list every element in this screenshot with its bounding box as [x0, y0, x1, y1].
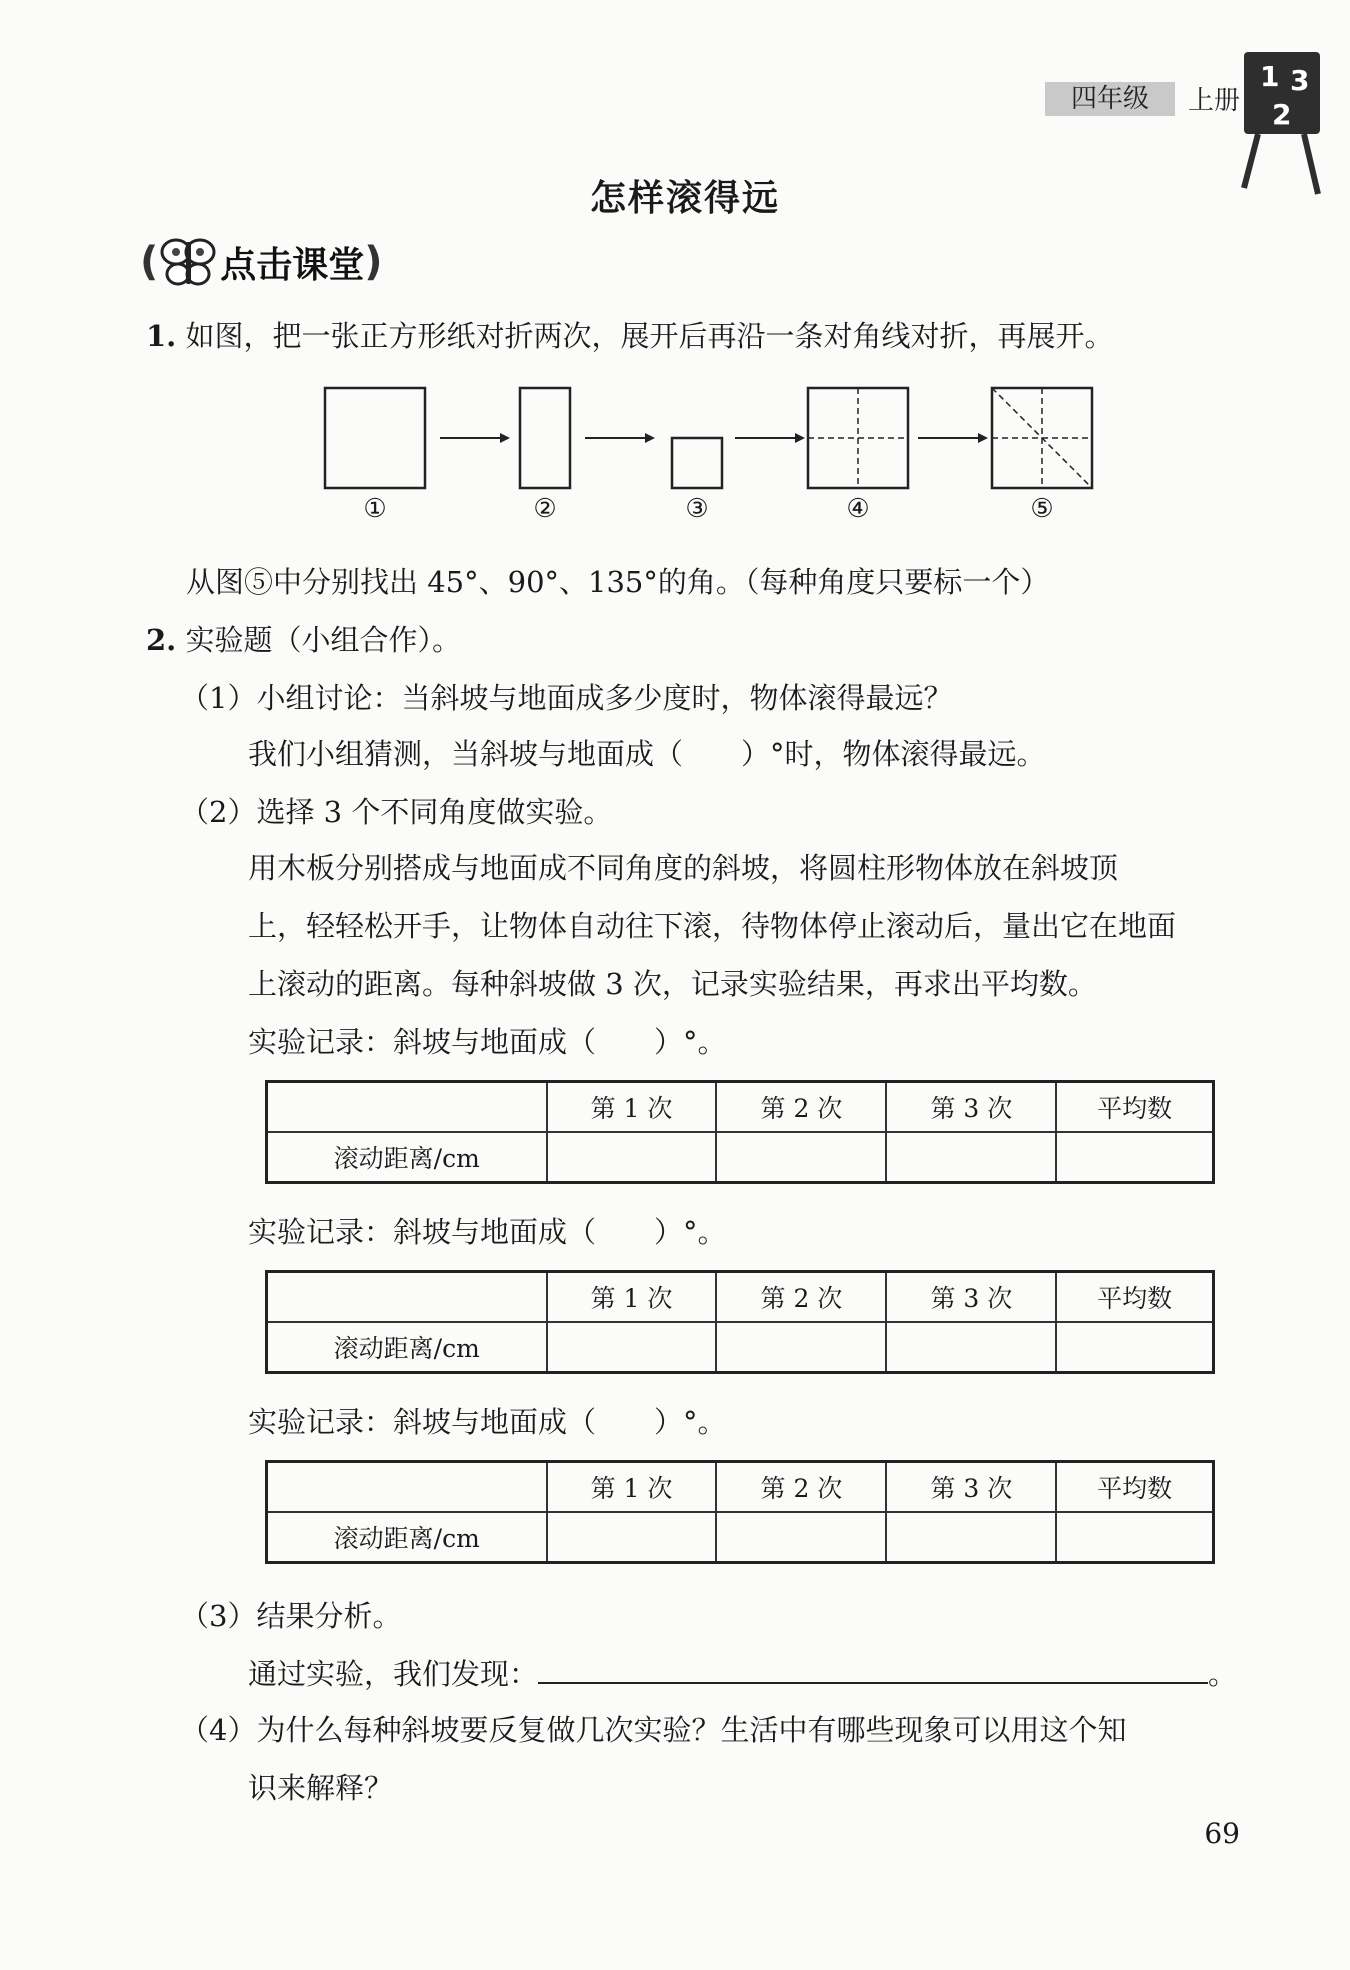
- table-header-cell: 第 3 次: [886, 1462, 1056, 1513]
- table-header-cell: 平均数: [1056, 1272, 1213, 1323]
- volume-label: 上册: [1188, 86, 1241, 116]
- table-header-row: [267, 1272, 1214, 1323]
- part-2-line-2: 上，轻轻松开手，让物体自动往下滚，待物体停止滚动后，量出它在地面: [248, 909, 1177, 943]
- banner-right-bracket-icon: ): [364, 239, 383, 285]
- table-header-row: [267, 1082, 1214, 1133]
- question-1: [146, 316, 1114, 356]
- part-3: [180, 1596, 401, 1636]
- table-row: [267, 1322, 1214, 1373]
- arrow-3-icon: [735, 433, 805, 443]
- record-table-3: [265, 1460, 1215, 1564]
- table-blank-cell[interactable]: [547, 1322, 717, 1373]
- part-2-line-3: 上滚动的距离。每种斜坡做 3 次，记录实验结果，再求出平均数。: [248, 967, 1097, 1001]
- part-1-text: 小组讨论：当斜坡与地面成多少度时，物体滚得最远？: [256, 681, 953, 715]
- table-header-cell: 第 2 次: [716, 1082, 886, 1133]
- table-header-cell: [267, 1462, 547, 1513]
- arrow-4-icon: [918, 433, 988, 443]
- logo-digit-2: 2: [1272, 98, 1292, 131]
- table-header-cell: 平均数: [1056, 1462, 1213, 1513]
- part-3-text: 结果分析。: [256, 1599, 402, 1633]
- butterfly-icon: [158, 234, 220, 290]
- section-title: 点击课堂: [220, 244, 365, 286]
- part-2-label: （2）: [180, 795, 257, 829]
- question-1-number: 1.: [146, 319, 177, 353]
- figure-label-1: ①: [363, 494, 387, 524]
- page-title: 怎样滚得远: [589, 178, 780, 219]
- part-2: [180, 792, 612, 832]
- logo-digit-1: 1: [1260, 60, 1280, 93]
- table-blank-cell[interactable]: [716, 1512, 886, 1563]
- figure-2-rectangle: [520, 388, 570, 488]
- table-header-cell: 平均数: [1056, 1082, 1213, 1133]
- figure-label-4: ④: [846, 494, 870, 524]
- part-2-line-1: 用木板分别搭成与地面成不同角度的斜坡，将圆柱形物体放在斜坡顶: [248, 851, 1119, 885]
- question-1-follow-up: 从图⑤中分别找出 45°、90°、135°的角。（每种角度只要标一个）: [186, 565, 1050, 599]
- record-label-2: 实验记录：斜坡与地面成（ ）°。: [248, 1215, 727, 1249]
- table-row-label: 滚动距离/cm: [267, 1322, 547, 1373]
- table-blank-cell[interactable]: [716, 1132, 886, 1183]
- table-header-cell: 第 1 次: [547, 1272, 717, 1323]
- part-4-line-2: 识来解释？: [248, 1771, 394, 1805]
- part-2-text: 选择 3 个不同角度做实验。: [256, 795, 613, 829]
- question-2: [146, 620, 461, 660]
- table-blank-cell[interactable]: [886, 1512, 1056, 1563]
- figure-label-3: ③: [685, 494, 709, 524]
- table-header-cell: 第 3 次: [886, 1272, 1056, 1323]
- question-1-text: 如图，把一张正方形纸对折两次，展开后再沿一条对角线对折，再展开。: [185, 319, 1114, 353]
- question-2-number: 2.: [146, 623, 177, 657]
- table-row-label: 滚动距离/cm: [267, 1512, 547, 1563]
- page-number: 69: [1204, 1817, 1240, 1850]
- table-header-cell: [267, 1272, 547, 1323]
- table-header-cell: 第 1 次: [547, 1462, 717, 1513]
- table-header-cell: 第 1 次: [547, 1082, 717, 1133]
- part-1: [180, 678, 952, 718]
- table-header-cell: 第 2 次: [716, 1272, 886, 1323]
- table-header-row: [267, 1462, 1214, 1513]
- answer-blank-line[interactable]: [538, 1652, 1208, 1684]
- table-row: [267, 1132, 1214, 1183]
- part-3-finding: [248, 1652, 1237, 1694]
- table-blank-cell[interactable]: [886, 1132, 1056, 1183]
- part-1-guess: 我们小组猜测，当斜坡与地面成（ ）°时，物体滚得最远。: [248, 737, 1046, 771]
- part-3-finding-label: 通过实验，我们发现：: [248, 1657, 539, 1691]
- table-header-cell: 第 2 次: [716, 1462, 886, 1513]
- figure-3-small-square: [672, 438, 722, 488]
- logo-digit-3: 3: [1290, 64, 1310, 97]
- table-blank-cell[interactable]: [547, 1512, 717, 1563]
- banner-left-bracket-icon: (: [140, 239, 159, 285]
- table-blank-cell[interactable]: [1056, 1132, 1213, 1183]
- part-3-end-mark: 。: [1208, 1657, 1238, 1691]
- table-blank-cell[interactable]: [1056, 1322, 1213, 1373]
- record-table-2: [265, 1270, 1215, 1374]
- part-3-label: （3）: [180, 1599, 257, 1633]
- part-4-label: （4）: [180, 1713, 257, 1747]
- question-2-text: 实验题（小组合作）。: [185, 623, 462, 657]
- figure-label-5: ⑤: [1030, 494, 1054, 524]
- table-blank-cell[interactable]: [1056, 1512, 1213, 1563]
- figure-5-diagonal-square: [992, 388, 1092, 488]
- part-1-label: （1）: [180, 681, 257, 715]
- record-label-3: 实验记录：斜坡与地面成（ ）°。: [248, 1405, 727, 1439]
- table-header-cell: 第 3 次: [886, 1082, 1056, 1133]
- table-row-label: 滚动距离/cm: [267, 1132, 547, 1183]
- table-header-cell: [267, 1082, 547, 1133]
- figure-4-folded-square: [808, 388, 908, 488]
- part-4: [180, 1710, 1126, 1750]
- record-table-1: [265, 1080, 1215, 1184]
- part-4-text: 为什么每种斜坡要反复做几次实验？生活中有哪些现象可以用这个知: [256, 1713, 1127, 1747]
- arrow-2-icon: [585, 433, 655, 443]
- figure-label-2: ②: [533, 494, 557, 524]
- grade-label: 四年级: [1045, 82, 1175, 116]
- table-blank-cell[interactable]: [547, 1132, 717, 1183]
- arrow-1-icon: [440, 433, 510, 443]
- table-blank-cell[interactable]: [716, 1322, 886, 1373]
- table-blank-cell[interactable]: [886, 1322, 1056, 1373]
- table-row: [267, 1512, 1214, 1563]
- figure-1-square: [325, 388, 425, 488]
- folding-diagram: [300, 378, 1120, 498]
- section-banner: [140, 234, 383, 290]
- record-label-1: 实验记录：斜坡与地面成（ ）°。: [248, 1025, 727, 1059]
